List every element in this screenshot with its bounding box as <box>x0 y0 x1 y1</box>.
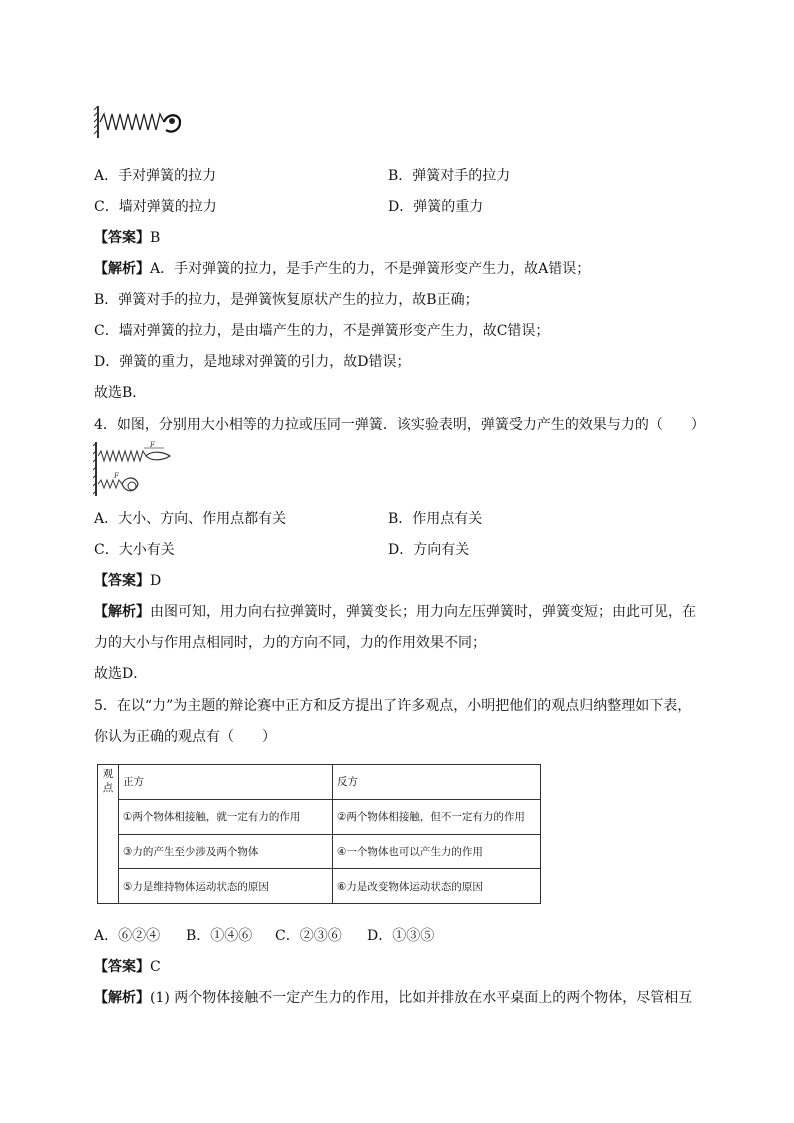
q5-stem-line: 你认为正确的观点有（ ） <box>94 729 276 745</box>
q5-option-c: C．②③⑥ <box>275 928 342 944</box>
q4-option-b: B．作用点有关 <box>388 511 483 527</box>
col-header-pro: 正方 <box>119 765 333 800</box>
table-header-row <box>98 765 541 800</box>
q4-option-c: C．大小有关 <box>94 542 175 558</box>
table-cell: ②两个物体相接触，但不一定有力的作用 <box>333 799 541 834</box>
force-label-bottom: F <box>114 472 119 480</box>
answer-tag: 【答案】 <box>94 230 150 246</box>
table-cell: ⑤力是维持物体运动状态的原因 <box>119 869 333 904</box>
q3-option-c: C．墙对弹簧的拉力 <box>94 199 217 215</box>
q3-analysis-line: C．墙对弹簧的拉力，是由墙产生的力，不是弹簧形变产生力，故C错误； <box>94 323 550 339</box>
q3-analysis-line: B．弹簧对手的拉力，是弹簧恢复原状产生的拉力，故B正确； <box>94 292 479 308</box>
table-cell: ④一个物体也可以产生力的作用 <box>333 834 541 869</box>
q5-option-a: A．⑥②④ <box>94 928 161 944</box>
analysis-tag: 【解析】 <box>94 990 150 1006</box>
q4-option-a: A．大小、方向、作用点都有关 <box>94 511 287 527</box>
answer-value: D <box>150 573 162 589</box>
table-cell: ③力的产生至少涉及两个物体 <box>119 834 333 869</box>
analysis-text: A．手对弹簧的拉力，是手产生的力，不是弹簧形变产生力，故A错误； <box>150 261 591 277</box>
q5-stem-line: 5．在以“力”为主题的辩论赛中正方和反方提出了许多观点，小明把他们的观点归纳整理如下表， <box>94 698 692 714</box>
q3-analysis-line: D．弹簧的重力，是地球对弹簧的引力，故D错误； <box>94 354 411 370</box>
table-cell: ①两个物体相接触，就一定有力的作用 <box>119 799 333 834</box>
table-row <box>98 834 541 869</box>
q3-option-a: A．手对弹簧的拉力 <box>94 168 217 184</box>
side-label: 观点 <box>102 768 114 794</box>
q4-analysis-line: 故选D． <box>94 666 148 682</box>
q3-answer <box>94 227 160 247</box>
q3-option-d: D．弹簧的重力 <box>388 199 484 215</box>
analysis-tag: 【解析】 <box>94 261 150 277</box>
analysis-tag: 【解析】 <box>94 604 150 620</box>
force-label-top: F <box>150 441 155 449</box>
spring-pull-push-figure <box>92 440 174 498</box>
q4-analysis-line <box>94 601 696 621</box>
debate-viewpoint-table <box>97 764 541 904</box>
q5-option-b: B．①④⑥ <box>186 928 253 944</box>
q3-analysis-line <box>94 258 590 278</box>
answer-value: B <box>150 230 161 246</box>
answer-tag: 【答案】 <box>94 959 150 975</box>
q4-answer <box>94 570 161 590</box>
answer-tag: 【答案】 <box>94 573 150 589</box>
table-row <box>98 799 541 834</box>
q4-analysis-line: 力的大小与作用点相同时，力的方向不同，力的作用效果不同； <box>94 635 486 651</box>
side-label-cell <box>98 765 119 904</box>
q4-stem: 4．如图，分别用大小相等的力拉或压同一弹簧．该实验表明，弹簧受力产生的效果与力的（ ） <box>94 417 705 433</box>
q3-analysis-line: 故选B． <box>94 385 147 401</box>
q5-analysis-line <box>94 987 692 1007</box>
answer-value: C <box>150 959 161 975</box>
analysis-text: 由图可知，用力向右拉弹簧时，弹簧变长；用力向左压弹簧时，弹簧变短；由此可见，在 <box>150 604 696 620</box>
spring-hand-figure <box>92 104 184 140</box>
q5-option-d: D．①③⑤ <box>367 928 435 944</box>
q4-option-d: D．方向有关 <box>388 542 470 558</box>
col-header-con: 反方 <box>333 765 541 800</box>
table-cell: ⑥力是改变物体运动状态的原因 <box>333 869 541 904</box>
analysis-text: (1) 两个物体接触不一定产生力的作用，比如并排放在水平桌面上的两个物体，尽管相互 <box>150 990 693 1006</box>
q3-option-b: B．弹簧对手的拉力 <box>388 168 511 184</box>
q5-answer <box>94 956 161 976</box>
table-row <box>98 869 541 904</box>
